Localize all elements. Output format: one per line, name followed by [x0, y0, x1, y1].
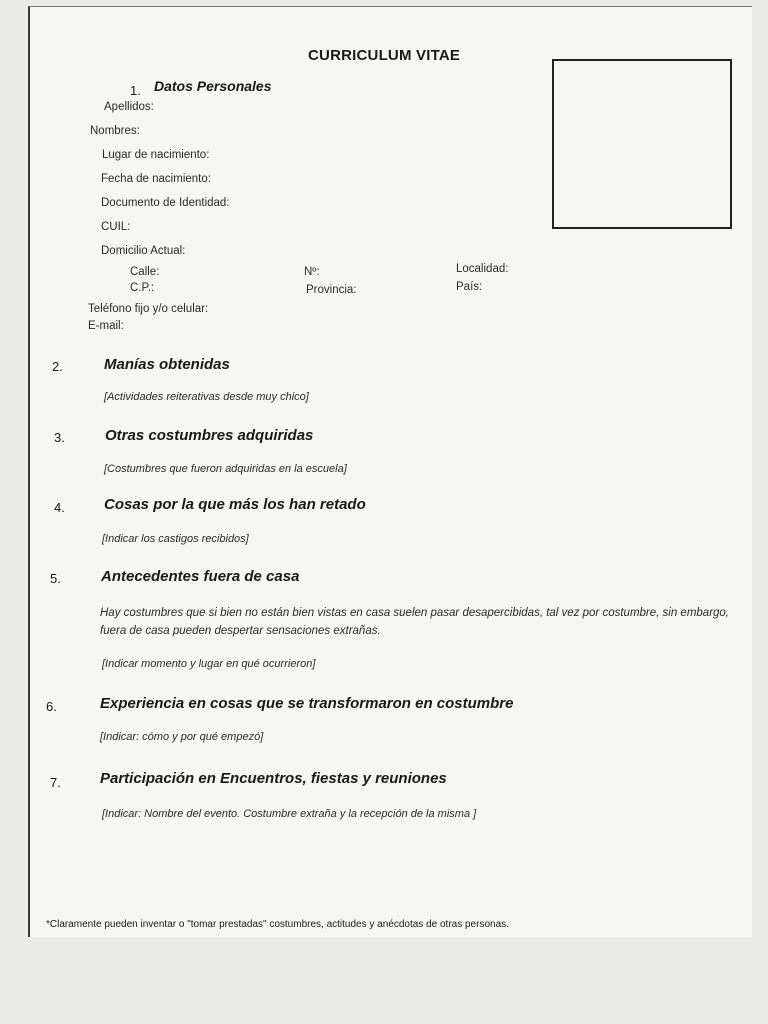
field-lugar-nacimiento: Lugar de nacimiento:: [102, 149, 210, 161]
section-paragraph-5: Hay costumbres que si bien no están bien vistas en casa suelen pasar desapercibidas, tal vez por costumbre, sin embargo, fuera de casa pueden despertar sensaciones extrañas.: [100, 607, 730, 637]
section-title-5: Antecedentes fuera de casa: [101, 568, 300, 585]
section-note-4: [Indicar los castigos recibidos]: [102, 533, 249, 545]
section-number-6: 6.: [46, 699, 57, 714]
page-title: CURRICULUM VITAE: [308, 47, 461, 64]
section-number-3: 3.: [54, 430, 65, 445]
section-note-7: [Indicar: Nombre del evento. Costumbre extraña y la recepción de la misma ]: [102, 808, 477, 820]
section-number-4: 4.: [54, 500, 65, 515]
field-pais: País:: [456, 281, 483, 293]
section-note-3: [Costumbres que fueron adquiridas en la escuela]: [104, 463, 347, 475]
section-note-2: [Actividades reiterativas desde muy chico]: [104, 391, 309, 403]
section-number-2: 2.: [52, 359, 63, 374]
field-nombres: Nombres:: [90, 125, 140, 137]
footnote: *Claramente pueden inventar o "tomar prestadas" costumbres, actitudes y anécdotas de otras personas.: [46, 919, 509, 930]
field-cp: C.P.:: [130, 282, 155, 294]
field-localidad: Localidad:: [456, 263, 509, 275]
section-title-3: Otras costumbres adquiridas: [105, 427, 314, 444]
section-number-5: 5.: [50, 571, 61, 586]
field-calle: Calle:: [130, 266, 160, 278]
field-fecha-nacimiento: Fecha de nacimiento:: [101, 173, 211, 185]
section-title-6: Experiencia en cosas que se transformaron en costumbre: [100, 695, 514, 712]
field-domicilio: Domicilio Actual:: [101, 245, 186, 257]
field-apellidos: Apellidos:: [104, 101, 154, 113]
document-page: [28, 6, 752, 937]
section-number-7: 7.: [50, 775, 61, 790]
section-title-7: Participación en Encuentros, fiestas y reuniones: [100, 770, 447, 787]
section-number-1: 1.: [130, 83, 141, 98]
field-provincia: Provincia:: [306, 284, 357, 296]
photo-box: [552, 59, 732, 229]
section-heading-personal: Datos Personales: [154, 78, 272, 94]
field-documento: Documento de Identidad:: [101, 197, 230, 209]
field-numero: Nº:: [304, 266, 320, 278]
section-title-4: Cosas por la que más los han retado: [104, 496, 366, 513]
field-cuil: CUIL:: [101, 221, 131, 233]
section-note-6: [Indicar: cómo y por qué empezó]: [100, 731, 264, 743]
field-telefono: Teléfono fijo y/o celular:: [88, 303, 209, 315]
section-note-5: [Indicar momento y lugar en qué ocurrieron]: [102, 658, 316, 670]
section-title-2: Manías obtenidas: [104, 356, 230, 373]
field-email: E-mail:: [88, 320, 124, 332]
